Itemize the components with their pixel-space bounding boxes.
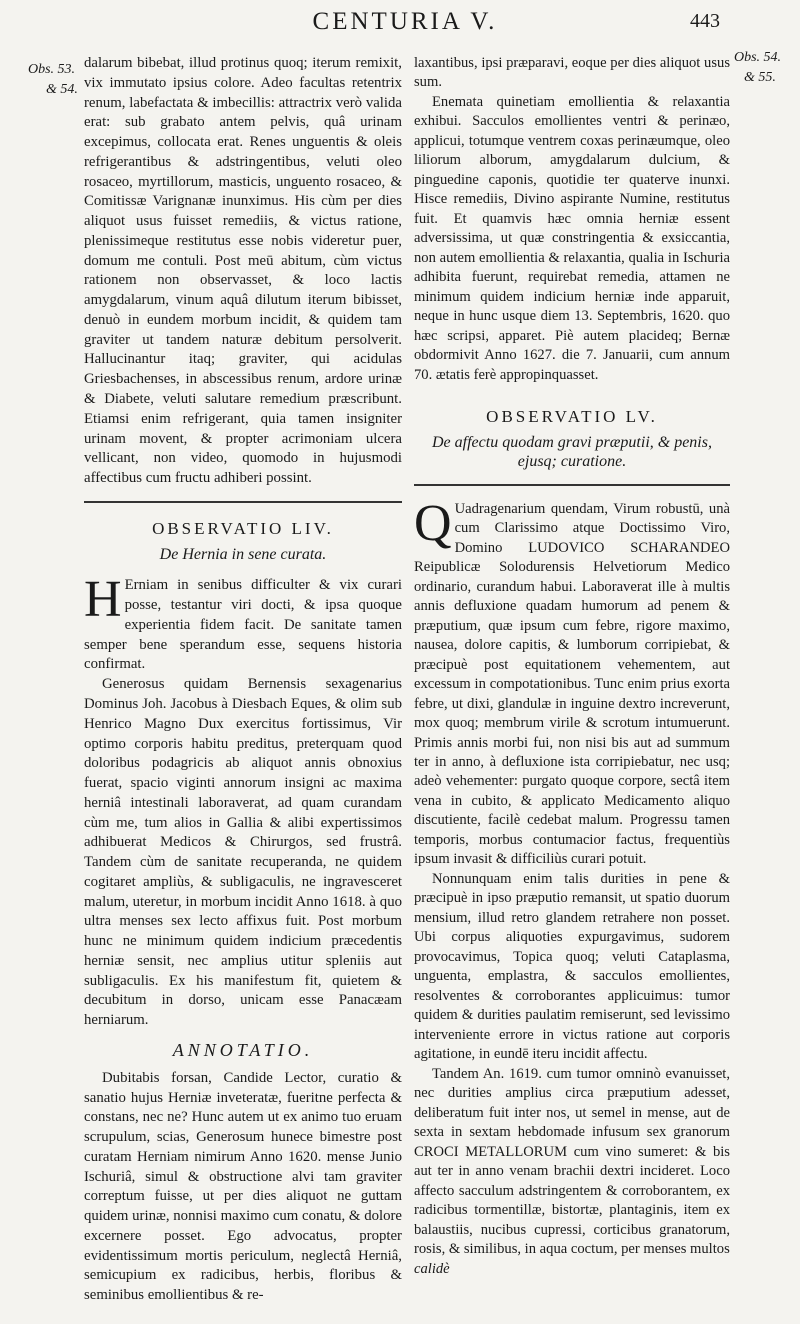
annotatio-paragraph: Dubitabis forsan, Candide Lector, curatio & sanatio hujus Herniæ inveteratæ, fueritne perfecta & constans, nec ne? Hunc autem ut ex animo tuo eruam scrupulum, scias, Generosum hunece bimestre post curatam Herniam nimirum Anno 1620. mense Junio Ischuriâ, simul & obstructione alvi tam graviter correptum fuisse, ut per dies aliquot ne guttam quidem urinæ, nonnisi maximo cum conatu, & dolore excernere posset. Ego advocatus, propter evidentissimum mortis periculum, neglectâ Herniâ, semicupium ex radicibus, herbis, floribus & seminibus emollientibus & re- bbox=[84, 1069, 402, 1304]
observation-lv-paragraph-3: Tandem An. 1619. cum tumor omninò evanuisset, nec durities amplius circa præputium adesset, deliberatum fuit inter nos, ut semel in mense, aut de sexta in sextam hebdomade infusum sex granorum CROCI METALLORUM cum vino sumeret: & bis aut ter in anno venam brachii dextri incideret. Loco affecto sacculum adstringentem & corroborantem, ex radicibus tormentillæ, bistortæ, plantaginis, item ex balaustiis, nucibus cupressi, corticibus granatorum, rosis, & similibus, in aqua coctum, per menses multos bbox=[414, 1065, 730, 1258]
page-number: 443 bbox=[690, 10, 720, 32]
margin-note-left-1: Obs. 53. bbox=[28, 62, 76, 77]
running-head: CENTURIA V. bbox=[312, 8, 498, 35]
paragraph-text: Erniam in senibus difficulter & vix curari posse, testantur viri docti, & ipsa quoque experientia fidem facit. De sanitate tamen semper bene sperandum esse, sequens historia confirmat. bbox=[84, 577, 402, 673]
catchword: calidè bbox=[414, 1260, 450, 1277]
observation-lv-paragraph-2: Nonnunquam enim talis durities in pene & præcipuè in ipso præputio remansit, ut spatio duorum mensium, illud retro glandem retrahere non posset. Ubi corpus aliquoties expurgavimus, sudorem provocavimus, Topica quoq; veluti Cataplasma, unguenta, emplastra, & sacculos emollientes, resolventes & corroborantes applicuimus: tumor quidem & durities paulatim remiserunt, sed levissimo interveniente errore in victus ratione aut corporis agitatione, in eundē iteru incidit affectu. bbox=[414, 870, 730, 1063]
observation-liv-paragraph-1 bbox=[84, 571, 402, 675]
margin-note-right-2: & 55. bbox=[744, 70, 776, 85]
paragraph-text: Uadragenarium quendam, Virum robustū, unà cum Clarissimo atque Doctissimo Viro, Domino LUDOVICO SCHARANDEO Reipublicæ Solodurensis Helvetiorum Medico ordinario, curandum habui. Laboraverat ille à multis annis defluxione quadam humorum ad penem & præputium, quæ ipsum cum febre, rigore maximo, nausea, dolore capitis, & lumborum corripiebat, & præcipuè post equitationem vehementem, aut excessum in compotationibus. Tunc enim prius exorta febre, ut dixi, glandulæ in inguine dextro increverunt, mox quoq; membrum virile & scrotum intumuerunt. Primis annis morbi fui, non nisi bis aut ad summum ter in anno, à defluxione ista corripiebatur, nec usq; adeò vehementer: purgato quoque corpore, sectâ item vena in cubito, & applicato Medicamento aliquo discutiente, facilè cedebat malum. Progressu tamen temporis, morbus contumacior factus, frequentiùs ipsum invasit & difficiliùs curari potuit. bbox=[414, 500, 730, 868]
observation-liv-paragraph-2: Generosus quidam Bernensis sexagenarius Dominus Joh. Jacobus à Diesbach Eques, & olim sub Henrico Magno Dux exercitus fortissimus, Vir optimo corporis habitu preditus, preterquam quod doloribus podagricis ab aliquot annis obnoxius fuerat, spacio viginti annorum insigni ac maxima herniâ intestinali laboraverat, ad quam curandam cùm me, tum alios in Gallia & alibi expertissimos adhibuerat Medicos & Chirurgos, sed frustrâ. Tandem cùm de sanitate recuperanda, ne quidem cogitaret ampliùs, & subligaculis, ne ingravesceret malum, uteretur, in morbum incidit Anno 1618. à quo ultra menses sex lecto affixus fuit. Post morbum hunc ne minimum quidem indicium præcedentis herniæ sensit, nec amplius utitur spleniis aut subligaculis. Ex his manifestum fit, quietem & decubitum in dorso, unicam esse Panacæam herniarum. bbox=[84, 676, 402, 1029]
margin-note-right-1: Obs. 54. bbox=[734, 50, 782, 65]
left-column bbox=[84, 54, 402, 1306]
observation-lv-subtitle: De affectu quodam gravi præputii, & penis, ejusq; curatione. bbox=[432, 433, 712, 471]
observation-liv-subtitle: De Hernia in sene curata. bbox=[159, 545, 327, 563]
drop-cap: H bbox=[84, 571, 122, 629]
right-column bbox=[414, 54, 730, 1279]
left-continuation-paragraph: dalarum bibebat, illud protinus quoq; iterum remixit, vix immutato ipsius colore. Adeo facultas retentrix renum, labefactata & imbecillis: attractrix verò valida erat: sub grabato antem pelvis, quâ urinam excepimus, collocata erat. Renes unguentis & oleis refrigerantibus & adstringentibus, veluti oleo rosaceo, myrtillorum, masticis, unguento rosaceo, & Comitissæ Varignanæ inunximus. His cùm per dies aliquot usus fuisset remediis, & victus ratione, plenissimeque restitutus esse nobis videretur puer, domum me contuli. Post meū abitum, cùm victus rationem non observasset, & loco lactis amygdalarum, vinum aquâ dilutum iterum bibisset, denuò in eundem morbum incidit, & quidem tam graviter ut tandem naturæ debitum persolverit. Hallucinantur itaq; graviter, qui acidulas Griesbachenses, in abscessibus renum, ardore urinæ & Diabete, veluti salutare remedium præscribunt. Etiamsi enim refrigerant, quia tamen insigniter urinam movent, & propter acrimoniam ulcera vellicant, non video, quomodo in hujusmodi affectibus cum fructu adhiberi possint. bbox=[84, 55, 402, 487]
margin-note-left-2: & 54. bbox=[46, 82, 78, 97]
section-divider bbox=[414, 484, 730, 486]
right-paragraph-2: Enemata quinetiam emollientia & relaxantia exhibui. Sacculos emollientes ventri & perinæo, applicui, totumque ventrem coxas perinæumque, oleo liliorum alborum, amygdalarum dulcium, & pinguedine caponis, quotidie ter quaterve inunxi. Hisce remediis, Divino aspirante Numine, restitutus fuit. Et quamvis hæc omnia herniæ essent adversissima, ut quæ constringentia & exsiccantia, non autem emollientia & relaxantia, qualia in Ischuria adhibita fuerunt, requirebat remedia, attamen ne minimum quidem indicium herniæ inde apparuit, neque in hunc usque diem 13. Septembris, 1620. quo hæc scripsi, apparet. Piè autem placideq; Bernæ obdormivit Anno 1627. die 7. Januarii, cum annum 70. ætatis ferè appropinquasset. bbox=[414, 93, 730, 383]
annotatio-title: ANNOTATIO. bbox=[172, 1039, 314, 1060]
observation-lv-paragraph-1 bbox=[414, 494, 730, 870]
drop-cap: Q bbox=[414, 494, 452, 552]
observation-liv-title: OBSERVATIO LIV. bbox=[152, 518, 334, 538]
observation-lv-title: OBSERVATIO LV. bbox=[486, 407, 658, 427]
right-continuation-paragraph: laxantibus, ipsi præparavi, eoque per dies aliquot usus sum. bbox=[414, 55, 730, 91]
section-divider bbox=[84, 501, 402, 503]
